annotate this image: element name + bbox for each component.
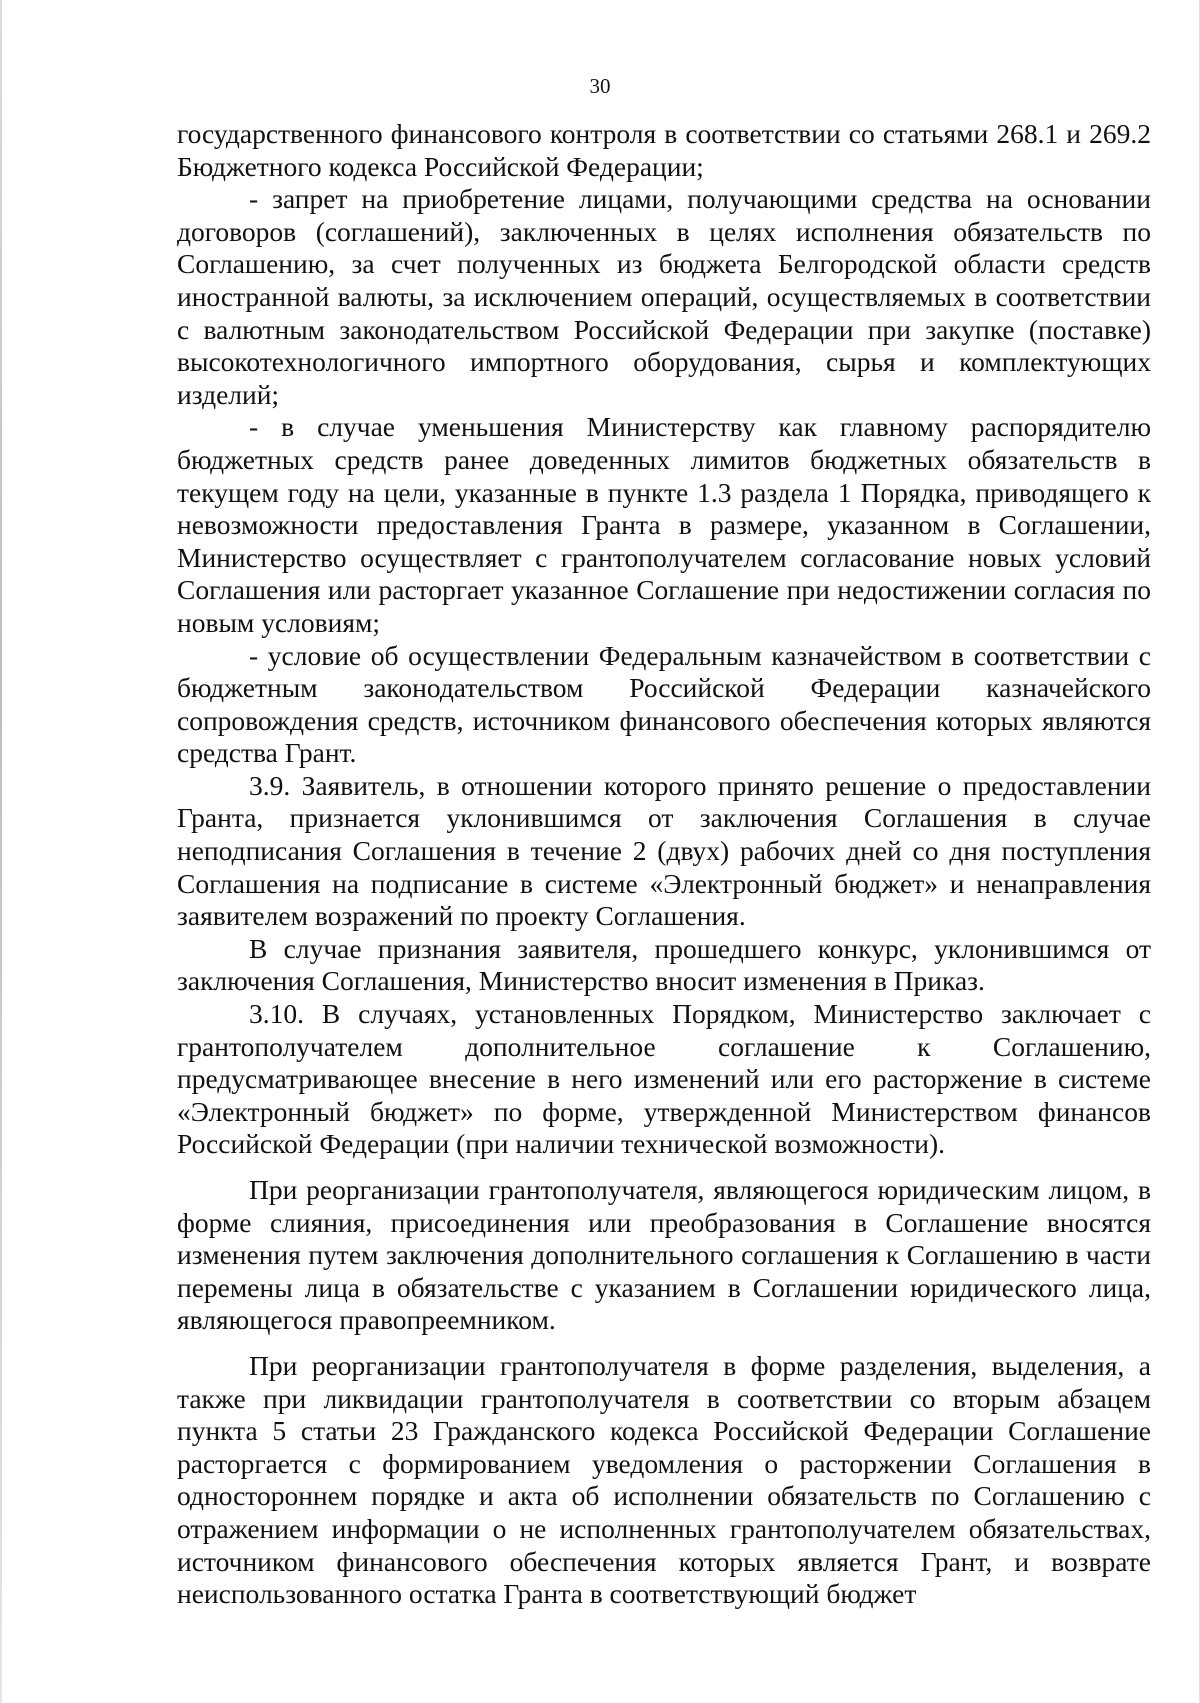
paragraph-reorganization-merger: При реорганизации грантополучателя, являющегося юридическим лицом, в форме слияния, присоединения или преобразования в Соглашение вносятся изменения путем заключения дополнительного соглашения к Соглашению в части перемены лица в обязательстве с указанием в Соглашении юридического лица, являющегося правопреемником. (177, 1174, 1151, 1336)
page-number: 30 (589, 74, 611, 98)
paragraph-applicant-evasion: В случае признания заявителя, прошедшего конкурс, уклонившимся от заключения Соглашения, Министерство вносит изменения в Приказ. (177, 932, 1151, 997)
paragraph-limits-reduction: - в случае уменьшения Министерству как главному распорядителю бюджетных средств ранее доведенных лимитов бюджетных обязательств в текущем году на цели, указанные в пункте 1.3 раздела 1 Порядка, приводящего к невозможности предоставления Гранта в размере, указанном в Соглашении, Министерство осуществляет с грантополучателем согласование новых условий Соглашения или расторгает указанное Соглашение при недостижении согласия по новым условиям; (177, 411, 1151, 638)
paragraph-3-9: 3.9. Заявитель, в отношении которого принято решение о предоставлении Гранта, признается уклонившимся от заключения Соглашения в случае неподписания Соглашения в течение 2 (двух) рабочих дней со дня поступления Соглашения на подписание в системе «Электронный бюджет» и ненаправления заявителем возражений по проекту Соглашения. (177, 769, 1151, 932)
paragraph-treasury-support: - условие об осуществлении Федеральным казначейством в соответствии с бюджетным законодательством Российской Федерации казначейского сопровождения средств, источником финансового обеспечения которых являются средства Грант. (177, 639, 1151, 769)
paragraph-foreign-currency-ban: - запрет на приобретение лицами, получающими средства на основании договоров (соглашений), заключенных в целях исполнения обязательств по Соглашению, за счет полученных из бюджета Белгородской области средств иностранной валюты, за исключением операций, осуществляемых в соответствии с валютным законодательством Российской Федерации при закупке (поставке) высокотехнологичного импортного оборудования, сырья и комплектующих изделий; (177, 183, 1151, 410)
paragraph-3-10: 3.10. В случаях, установленных Порядком, Министерство заключает с грантополучателем дополнительное соглашение к Соглашению, предусматривающее внесение в него изменений или его расторжение в системе «Электронный бюджет» по форме, утвержденной Министерством финансов Российской Федерации (при наличии технической возможности). (177, 998, 1151, 1160)
scan-left-edge (0, 0, 2, 1703)
paragraph-reorganization-division: При реорганизации грантополучателя в форме разделения, выделения, а также при ликвидации грантополучателя в соответствии со вторым абзацем пункта 5 статьи 23 Гражданского кодекса Российской Федерации Соглашение расторгается с формированием уведомления о расторжении Соглашения в одностороннем порядке и акта об исполнении обязательств по Соглашению с отражением информации о не исполненных грантополучателем обязательствах, источником финансового обеспечения которых является Грант, и возврате неиспользованного остатка Гранта в соответствующий бюджет (177, 1349, 1151, 1610)
paragraph-continuation: государственного финансового контроля в соответствии со статьями 268.1 и 269.2 Бюджетного кодекса Российской Федерации; (177, 118, 1151, 182)
document-body (177, 118, 1151, 1611)
